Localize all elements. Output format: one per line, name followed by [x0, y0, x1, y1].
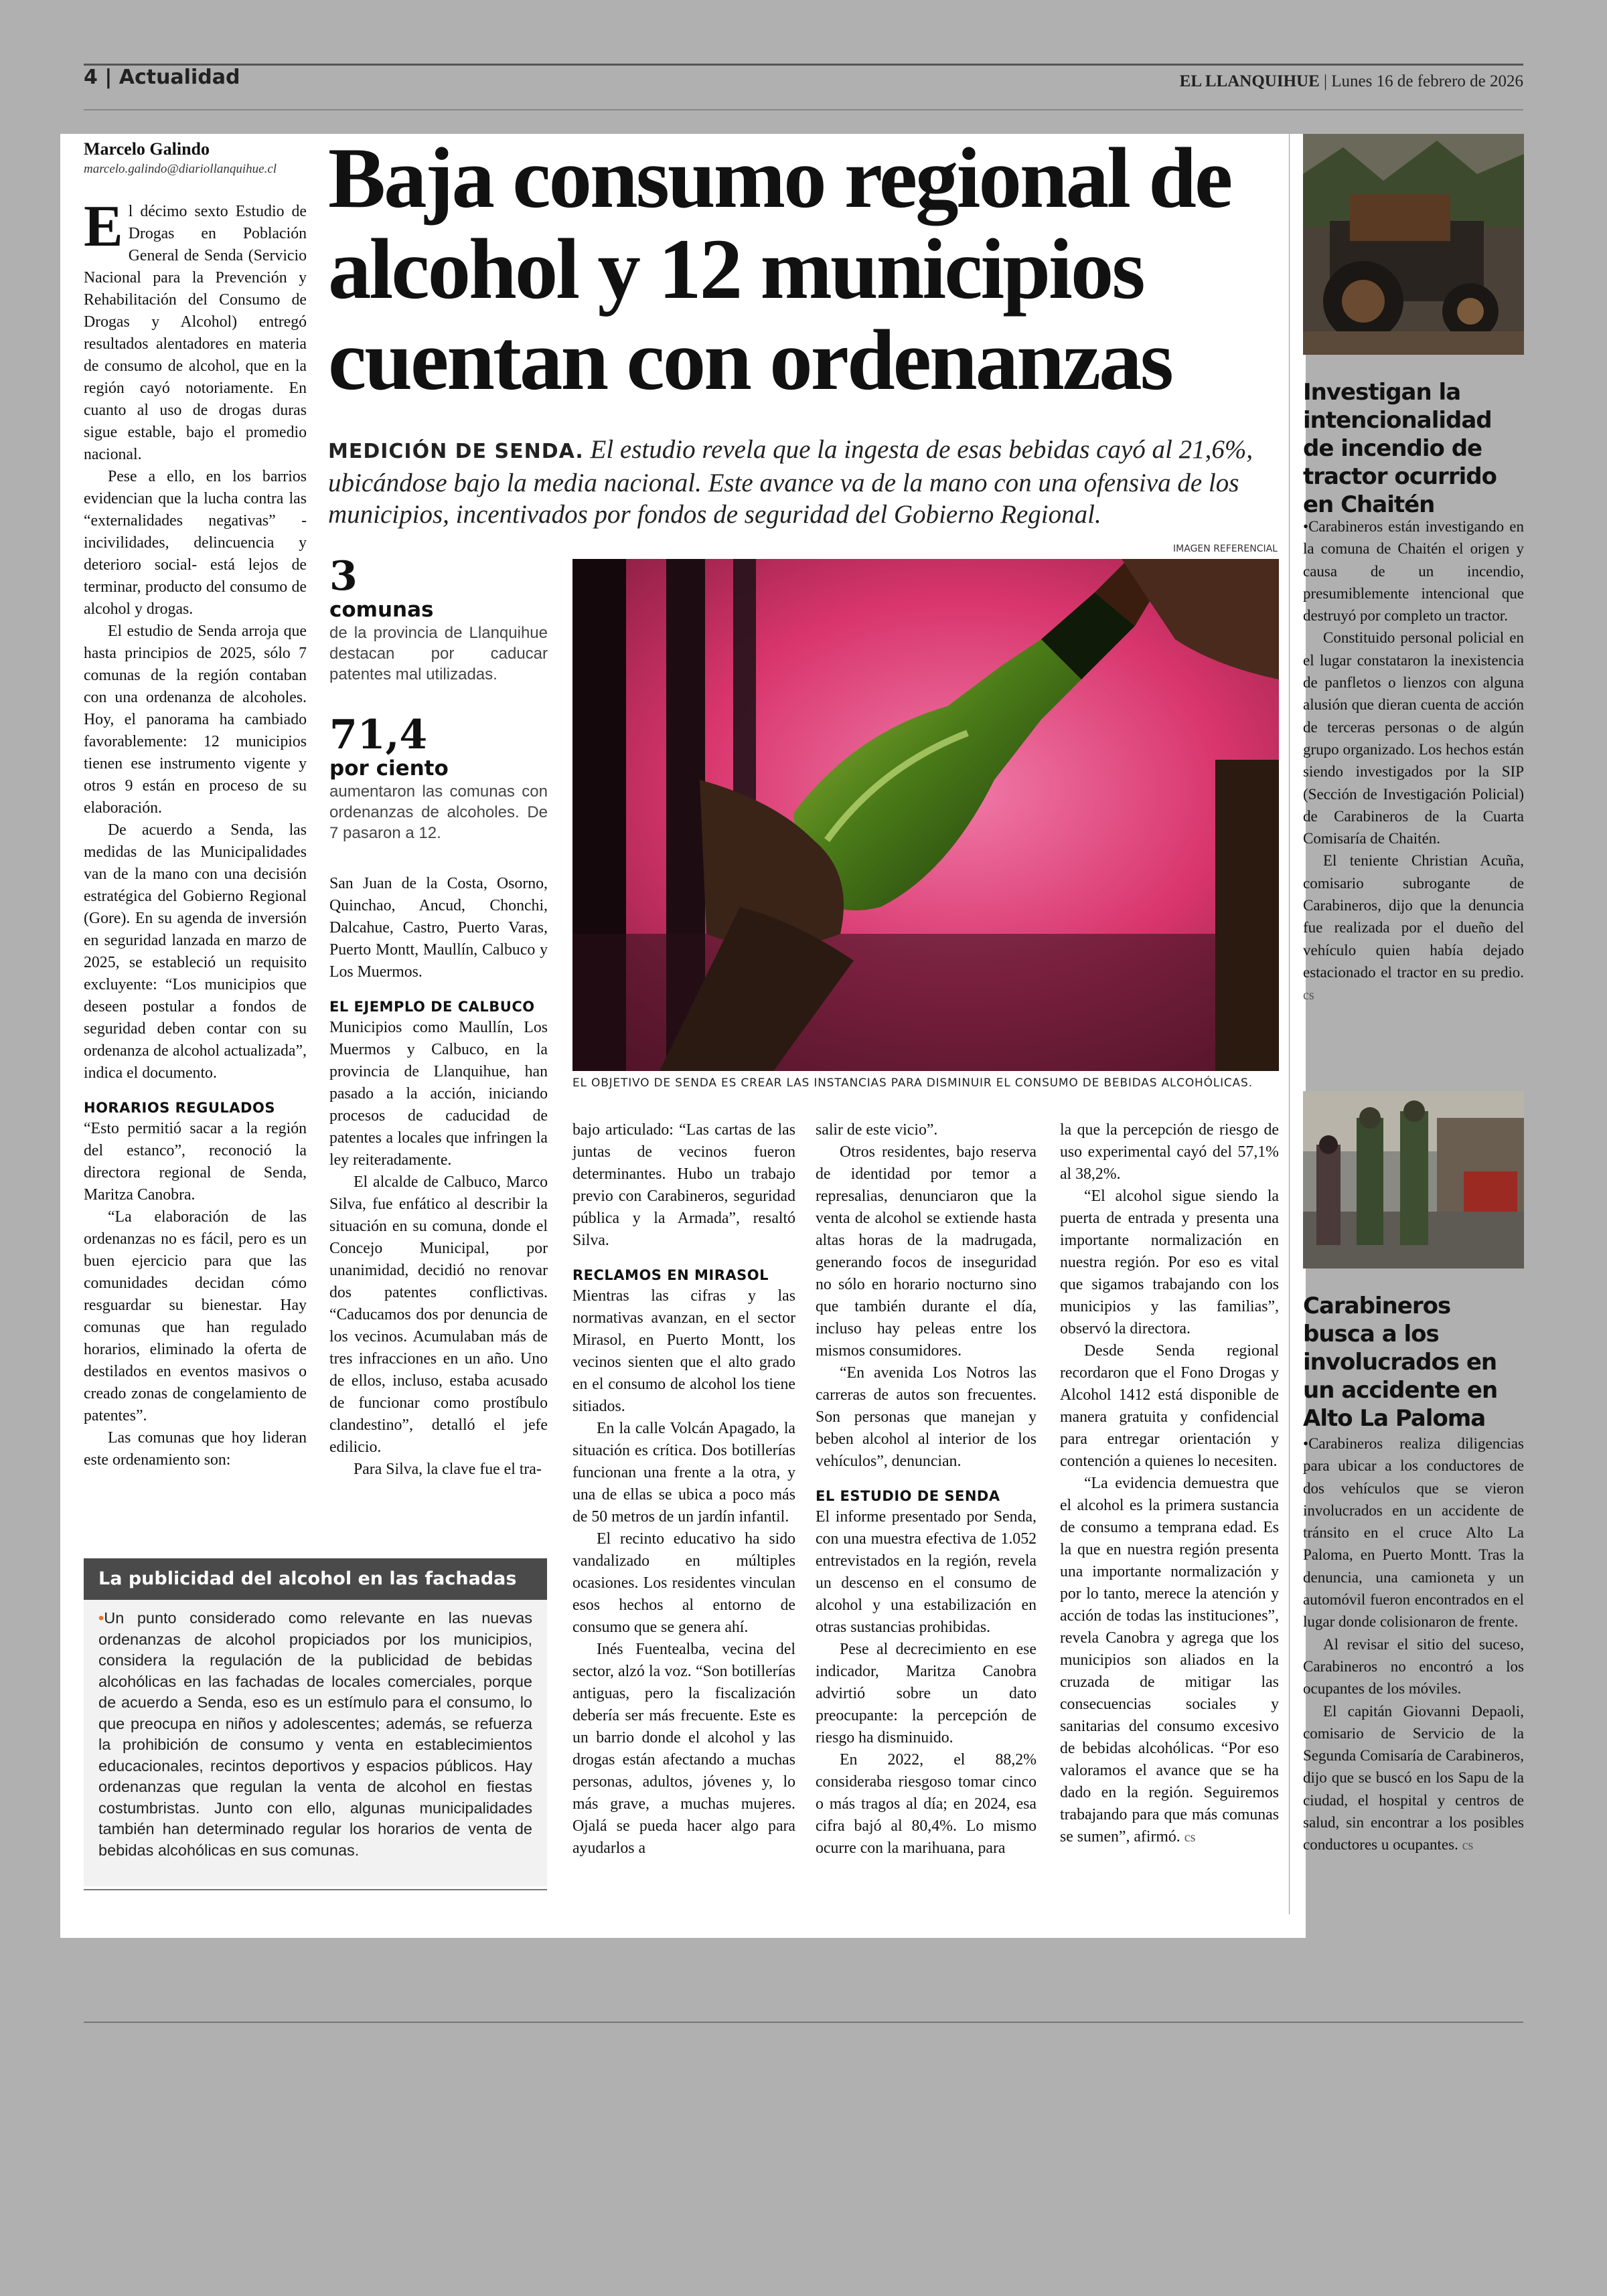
paragraph: Otros residentes, bajo reserva de identidad por temor a represalias, denunciaron que la venta de alcohol se extiende hasta altas horas de la madrugada, generando focos de inseguridad no sólo en horario nocturno sino que también durante el día, incluso hay peleas entre los mismos consumidores. — [816, 1143, 1037, 1360]
deck — [328, 434, 1279, 530]
stat-description: aumentaron las comunas con ordenanzas de alcoholes. De 7 pasaron a 12. — [329, 783, 548, 842]
paragraph: “La evidencia demuestra que el alcohol es la primera sustancia de consumo a temprana edad. Es la que en nuestra región presenta una importante normalización y por lo tanto, merece la atención y acción de todas las instituciones”, revela Canobra y agrega que los municipios son aliados en la cruzada de mitigar las consecuencias sociales y sanitarias del consumo excesivo de bebidas alcohólicas. “Por eso valoramos el avance que se ha dado en la región. Seguiremos trabajando para que más comunas se sumen”, afirmó. cs — [1060, 1475, 1279, 1846]
paragraph: salir de este vicio”. — [816, 1121, 938, 1139]
sidebar-story-2 — [1303, 1432, 1524, 1858]
paragraph: “En avenida Los Notros las carreras de autos son frecuentes. Son personas que manejan y beben alcohol al interior de los vehículos”, denuncian. — [816, 1364, 1037, 1470]
infobox — [84, 1558, 547, 1886]
paragraph: Pese al decrecimiento en ese indicador, Maritza Canobra advirtió sobre un dato preocupante: la percepción de riesgo ha disminuido. — [816, 1641, 1037, 1746]
paragraph: Pese a ello, en los barrios evidencian que la lucha contra las “externalidades negativas” -incivilidades, delincuencia y deterioro social- está lejos de terminar, producto del consumo de alcohol y drogas. — [84, 468, 307, 618]
deck-label: MEDICIÓN DE SENDA. — [328, 440, 584, 463]
paragraph: Mientras las cifras y las normativas avanzan, en el sector Mirasol, en Puerto Montt, los vecinos sienten que el alto grado en el consumo de alcohol los tiene sitiados. — [572, 1287, 795, 1415]
stat-description: de la provincia de Llanquihue destacan por caducar patentes mal utilizadas. — [329, 624, 548, 683]
section-name: Actualidad — [119, 66, 240, 89]
article-column-1 — [84, 194, 307, 1471]
drop-cap: E — [84, 194, 123, 259]
subhead: EL EJEMPLO DE CALBUCO — [329, 999, 535, 1015]
paragraph: •Carabineros están investigando en la comuna de Chaitén el origen y causa de un incendio, presumiblemente intencional que destruyó por completo un tractor. — [1303, 518, 1524, 625]
bullet-icon: • — [98, 1609, 104, 1627]
deck-text: El estudio revela que la ingesta de esas bebidas cayó al 21,6%, ubicándose bajo la media nacional. Este avance va de la mano con una ofensiva de los municipios, incentivados por fondos de seguridad del Gobierno Regional. — [328, 435, 1253, 529]
paragraph: Las comunas que hoy lideran este ordenamiento son: — [84, 1429, 307, 1469]
paragraph: Inés Fuentealba, vecina del sector, alzó la voz. “Son botillerías antiguas, pero la fiscalización debería ser más frecuente. Este es un barrio donde el alcohol y las drogas están afectando a muchas personas, adultos, jóvenes y, lo más grave, a muchas mujeres. Ojalá se pueda hacer algo para ayudarlos a — [572, 1641, 795, 1857]
paragraph: la que la percepción de riesgo de uso experimental cayó del 57,1% al 38,2%. — [1060, 1121, 1279, 1183]
subhead: EL ESTUDIO DE SENDA — [816, 1488, 1000, 1504]
paragraph: Constituido personal policial en el lugar constataron la inexistencia de panfletos o lienzos con alguna alusión que dieran cuenta de acción de terceras personas o de algún grupo organizado. Los hechos están siendo investigados por la SIP (Sección de Investigación Policial) de Carabineros de la Cuarta Comisaría de Chaitén. — [1303, 629, 1524, 847]
paragraph: El estudio de Senda arroja que hasta principios de 2025, sólo 7 comunas de la región contaban con una ordenanza de alcoholes. Hoy, el panorama ha cambiado favorablemente: 12 municipios tienen ese instrumento vigente y otros 9 están en proceso de su elaboración. — [84, 623, 307, 817]
infobox-body: •Un punto considerado como relevante en las nuevas ordenanzas de alcohol propiciados por los municipios, considera la regulación de la publicidad de bebidas alcohólicas en las fachadas de locales comerciales, porque de acuerdo a Senda, eso es un estímulo para el consumo, lo que preocupa en niños y adolescentes; además, se refuerza la prohibición de consumo y venta en establecimientos educacionales, recintos deportivos y espacios públicos. Hay ordenanzas que regulan la venta de alcohol en fiestas costumbristas. Junto con ello, algunas municipalidades también han determinado regular los horarios de venta de bebidas alcohólicas en sus comunas. — [98, 1609, 532, 1859]
stat-number: 71,4 — [329, 712, 428, 758]
paragraph: En 2022, el 88,2% consideraba riesgoso tomar cinco o más tragos al día; en 2024, esa cifra bajó al 80,4%. Lo mismo ocurre con la marihuana, para — [816, 1751, 1037, 1857]
stat-number: 3 — [329, 553, 358, 600]
header-rule-top — [84, 64, 1523, 66]
sidebar-headline-2: Carabineros busca a los involucrados en un accidente en Alto La Paloma — [1303, 1293, 1498, 1432]
end-mark-icon: cs — [1303, 988, 1314, 1003]
bullet-icon: • — [1303, 518, 1309, 535]
end-mark-icon: cs — [1462, 1838, 1474, 1854]
author-name: Marcelo Galindo — [84, 139, 210, 159]
wine-bottle-image — [572, 559, 1279, 1071]
paragraph: “Esto permitió sacar a la región del estanco”, reconoció la directora regional de Senda, Maritza Canobra. — [84, 1120, 307, 1204]
footer-rule — [84, 2022, 1523, 2023]
photo-credit: IMAGEN REFERENCIAL — [1173, 544, 1278, 554]
paragraph: El informe presentado por Senda, con una muestra efectiva de 1.052 entrevistados en la región, revela un descenso en el consumo de alcohol y una estabilización en otras sustancias prohibidas. — [816, 1508, 1037, 1636]
paragraph: Municipios como Maullín, Los Muermos y Calbuco, en la provincia de Llanquihue, han pasado a la acción, iniciando procesos de caducidad de patentes a locales que infringen la ley reiteradamente. — [329, 1019, 548, 1169]
end-mark-icon: cs — [1184, 1830, 1196, 1845]
paragraph: “El alcohol sigue siendo la puerta de entrada y presenta una importante normalización en nuestra región. Por eso es vital que sigamos trabajando con los municipios y las familias”, observó la directora. — [1060, 1187, 1279, 1337]
tractor-photo — [1303, 134, 1524, 355]
issue-date: Lunes 16 de febrero de 2026 — [1331, 72, 1523, 90]
subhead: RECLAMOS EN MIRASOL — [572, 1267, 769, 1283]
newspaper-name: EL LLANQUIHUE — [1179, 72, 1320, 90]
paragraph: •Carabineros realiza diligencias para ubicar a los conductores de dos vehículos que se vieron involucrados en un accidente de tránsito en el cruce Alto La Paloma, en Puerto Montt. Tras la denuncia, una camioneta y un automóvil fueron encontrados en el lugar donde colisionaron de frente. — [1303, 1435, 1524, 1631]
paragraph: El capitán Giovanni Depaoli, comisario de Servicio de la Segunda Comisaría de Carabineros, dijo que se buscó en los Sapu de la ciudad, el hospital y centros de salud, sin encontrar a los posibles conductores u ocupantes. cs — [1303, 1702, 1524, 1854]
sidebar-headline-1: Investigan la intencionalidad de incendio de tractor ocurrido en Chaitén — [1303, 379, 1497, 518]
dateline: EL LLANQUIHUE | Lunes 16 de febrero de 2026 — [1179, 72, 1523, 90]
carabineros-photo — [1303, 1091, 1524, 1268]
stat-unit: por ciento — [329, 756, 449, 781]
paragraph: San Juan de la Costa, Osorno, Quinchao, Ancud, Chonchi, Dalcahue, Castro, Puerto Varas, Puerto Montt, Maullín, Calbuco y Los Muermos. — [329, 875, 548, 981]
photo-caption: EL OBJETIVO DE SENDA ES CREAR LAS INSTANCIAS PARA DISMINUIR EL CONSUMO DE BEBIDAS ALCOHÓLICAS. — [572, 1076, 1253, 1090]
lead-paragraph: El décimo sexto Estudio de Drogas en Población General de Senda (Servicio Nacional para la Prevención y Rehabilitación del Consumo de Drogas y Alcohol) entregó resultados alentadores en materia de consumo de alcohol, que en la región cayó notoriamente. En cuanto al uso de drogas duras sigue estable, bajo el promedio nacional. — [84, 194, 307, 463]
paragraph: El alcalde de Calbuco, Marco Silva, fue enfático al describir la situación en su comuna, donde el Concejo Municipal, por unanimidad, decidió no renovar dos patentes conflictivas. “Caducamos dos por denuncia de los vecinos. Acumulaban más de tres infracciones en un año. Uno de ellos, incluso, estaba acusado de funcionar como prostíbulo clandestino”, detalló el jefe edilicio. — [329, 1173, 548, 1456]
page-number: 4 — [84, 66, 98, 89]
paragraph: Desde Senda regional recordaron que el Fono Drogas y Alcohol 1412 está disponible de manera gratuita y confidencial para entregar orientación y contención a quienes lo necesiten. — [1060, 1342, 1279, 1470]
stat-highlight — [329, 714, 548, 843]
stat-highlight — [329, 553, 548, 685]
paragraph: Para Silva, la clave fue el tra- — [354, 1461, 542, 1478]
article-column-3 — [572, 1119, 795, 1860]
infobox-title: La publicidad del alcohol en las fachadas — [84, 1558, 547, 1600]
paragraph: “La elaboración de las ordenanzas no es fácil, pero es un buen ejercicio para que las comunidades decidan cómo resguardar su bienestar. Hay comunas que han regulado horarios, eliminado la oferta de destilados en eventos masivos o creado zonas de congelamiento de patentes”. — [84, 1208, 307, 1424]
page-folio: 4 | Actualidad — [84, 66, 240, 89]
paragraph: bajo articulado: “Las cartas de las juntas de vecinos fueron determinantes. Hubo un trabajo previo con Carabineros, seguridad pública y la Armada”, resaltó Silva. — [572, 1121, 795, 1249]
infobox-rule — [84, 1889, 547, 1890]
sidebar-story-1 — [1303, 515, 1524, 1007]
article-column-2 — [329, 553, 548, 1481]
bullet-icon: • — [1303, 1435, 1309, 1452]
article-column-5 — [1060, 1119, 1279, 1849]
author-email[interactable]: marcelo.galindo@diariollanquihue.cl — [84, 162, 277, 176]
subhead: HORARIOS REGULADOS — [84, 1100, 275, 1116]
header-rule-bottom — [84, 109, 1523, 110]
article-photo — [572, 559, 1279, 1071]
paragraph: El teniente Christian Acuña, comisario subrogante de Carabineros, dijo que la denuncia fue realizada por el dueño del vehículo quien había dejado estacionado el tractor en su predio. cs — [1303, 852, 1524, 1003]
paragraph: En la calle Volcán Apagado, la situación es crítica. Dos botillerías funcionan una frente a la otra, y una de ellas se ubica a poco más de 50 metros de un jardín infantil. — [572, 1420, 795, 1526]
paragraph: De acuerdo a Senda, las medidas de las Municipalidades van de la mano con una decisión estratégica del Gobierno Regional (Gore). En su agenda de inversión en seguridad lanzada en marzo de 2025, se estableció un requisito excluyente: “Los municipios que deseen postular a fondos de seguridad deben contar con su ordenanza de alcohol actualizada”, indica el documento. — [84, 821, 307, 1082]
byline — [84, 139, 305, 177]
article-column-4 — [816, 1119, 1037, 1860]
paragraph: Al revisar el sitio del suceso, Carabineros no encontró a los ocupantes de los móviles. — [1303, 1635, 1524, 1698]
headline: Baja consumo regional de alcohol y 12 municipios cuentan con ordenanzas — [328, 130, 1231, 408]
paragraph: El recinto educativo ha sido vandalizado en múltiples ocasiones. Los residentes vinculan esos hechos al entorno de consumo que se genera ahí. — [572, 1530, 795, 1636]
sidebar-divider — [1289, 134, 1290, 1914]
stat-unit: comunas — [329, 598, 434, 622]
